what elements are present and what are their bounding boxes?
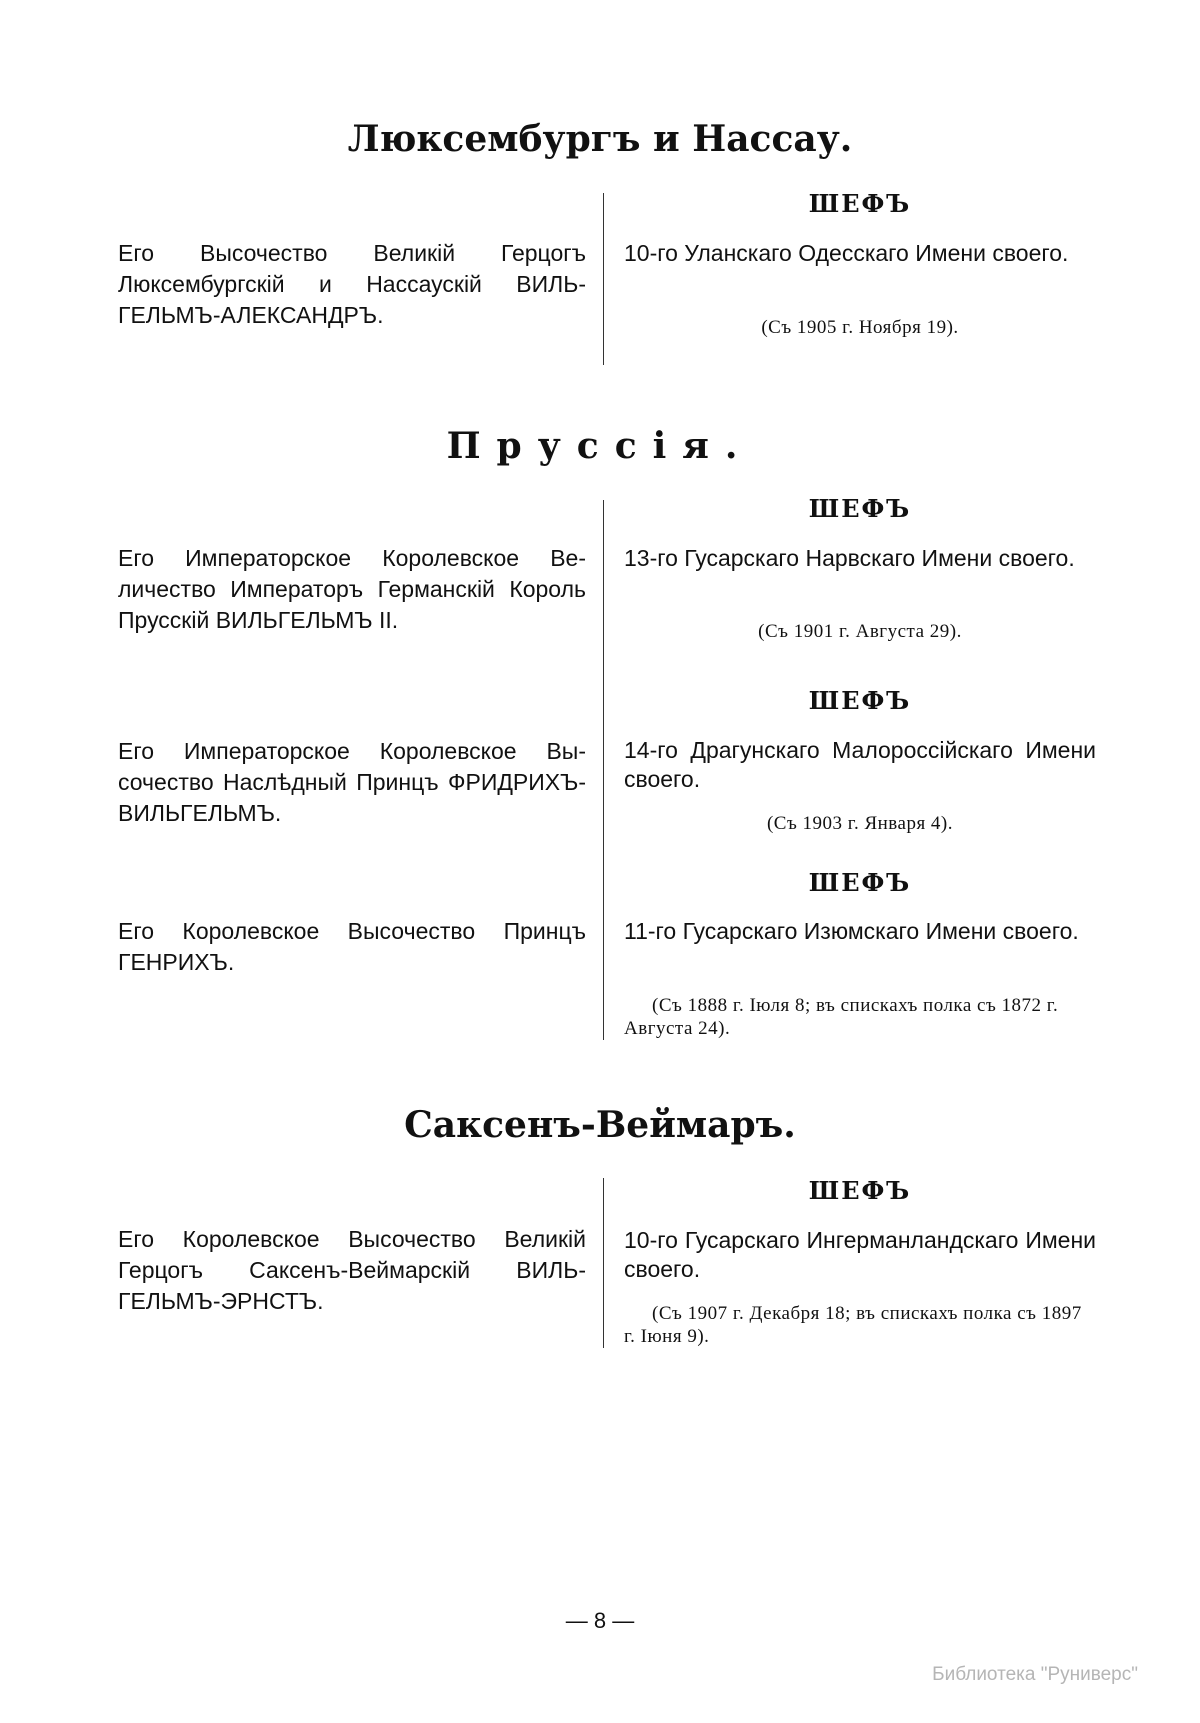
section-title-prussia: Пруссія. bbox=[446, 425, 754, 467]
person-name: Его Императорское Королевское Высочество Наслѣдный Принцъ ФРИДРИХЪ-ВИЛЬГЕЛЬМЪ. bbox=[118, 738, 586, 826]
chef-heading: ШЕФЪ bbox=[808, 868, 912, 897]
regiment-name: 14-го Драгунскаго Малороссійскаго Имени своего. bbox=[624, 737, 1096, 792]
section-title-luxembourg: Люксембургъ и Нассау. bbox=[347, 118, 853, 160]
chef-heading: ШЕФЪ bbox=[808, 189, 912, 218]
section-title-saxe-weimar: Саксенъ-Веймаръ. bbox=[404, 1104, 796, 1146]
page-number: — 8 — bbox=[565, 1608, 635, 1633]
appointment-date: (Съ 1901 г. Августа 29). bbox=[758, 621, 962, 642]
library-watermark: Библиотека "Руниверс" bbox=[932, 1664, 1138, 1685]
person-name: Его Высочество Великій Герцогъ Люксембургскій и Нассаускій ВИЛЬГЕЛЬМЪ-АЛЕКСАНДРЪ. bbox=[118, 240, 586, 328]
appointment-date: (Съ 1907 г. Декабря 18; въ спискахъ полка съ 1897 г. Іюня 9). bbox=[624, 1303, 1082, 1347]
regiment-name: 10-го Уланскаго Одесскаго Имени своего. bbox=[624, 240, 1069, 266]
regiment-name: 10-го Гусарскаго Ингерманландскаго Имени своего. bbox=[624, 1227, 1096, 1282]
appointment-date: (Съ 1903 г. Января 4). bbox=[766, 813, 954, 834]
regiment-name: 13-го Гусарскаго Нарвскаго Имени своего. bbox=[624, 545, 1075, 571]
person-name: Его Королевское Высочество Великій Герцогъ Саксенъ-Веймарскій ВИЛЬГЕЛЬМЪ-ЭРНСТЪ. bbox=[118, 1226, 586, 1314]
chef-heading: ШЕФЪ bbox=[808, 1176, 912, 1205]
column-divider bbox=[603, 1178, 604, 1348]
regiment-name: 11-го Гусарскаго Изюмскаго Имени своего. bbox=[624, 918, 1079, 944]
column-divider bbox=[603, 500, 604, 1040]
column-divider bbox=[603, 193, 604, 365]
chef-heading: ШЕФЪ bbox=[808, 494, 912, 523]
person-name: Его Королевское Высочество Принцъ ГЕНРИХЪ. bbox=[118, 918, 586, 975]
person-name: Его Императорское Королевское Величество Императоръ Германскій Король Прусскій ВИЛЬГЕЛЬМЪ II. bbox=[118, 545, 586, 633]
appointment-date: (Съ 1905 г. Ноября 19). bbox=[761, 317, 959, 338]
appointment-date: (Съ 1888 г. Іюля 8; въ спискахъ полка съ 1872 г. Августа 24). bbox=[624, 995, 1059, 1039]
chef-heading: ШЕФЪ bbox=[808, 686, 912, 715]
